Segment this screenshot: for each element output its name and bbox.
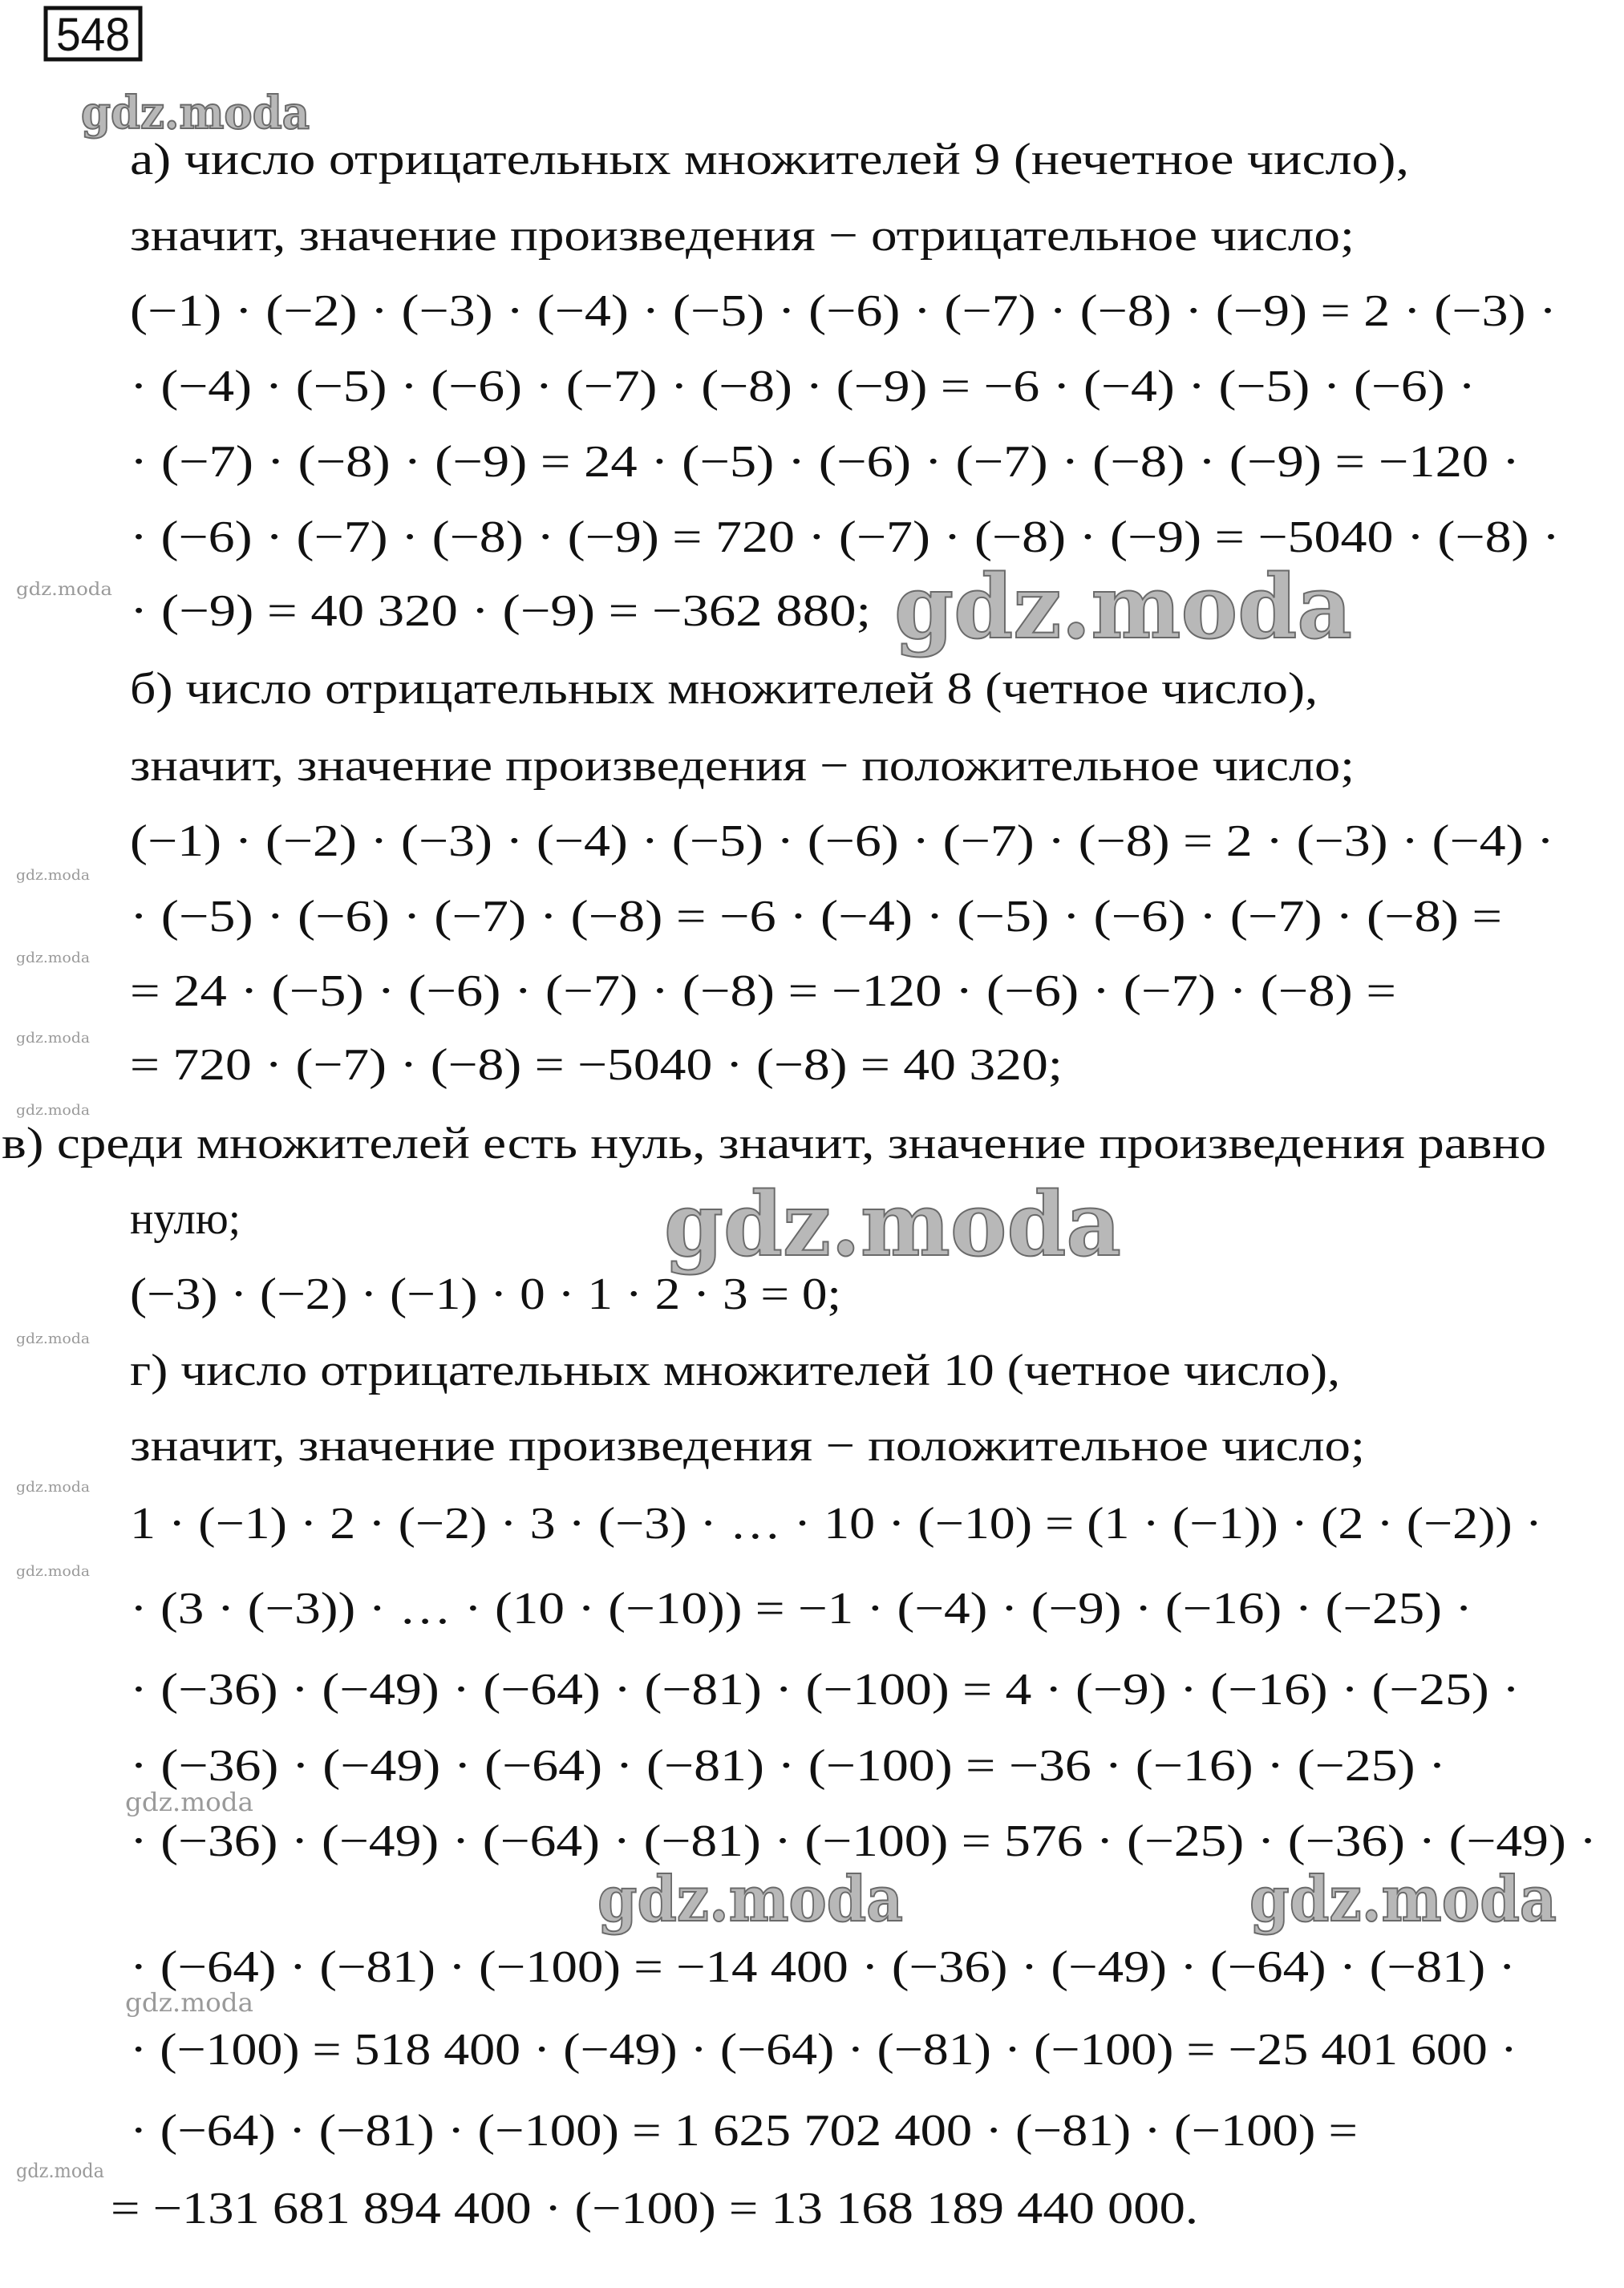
solution-line: значит, значение произведения − положительное число; xyxy=(130,741,1355,791)
problem-number: 548 xyxy=(56,9,130,61)
solution-line: (−1) · (−2) · (−3) · (−4) · (−5) · (−6) · (−7) · (−8) = 2 · (−3) · (−4) · xyxy=(130,816,1554,866)
watermark: gdz.moda xyxy=(16,1102,91,1119)
watermark: gdz.moda xyxy=(597,1863,903,1936)
solution-line: · (−36) · (−49) · (−64) · (−81) · (−100) = 576 · (−25) · (−36) · (−49) · xyxy=(130,1816,1598,1866)
solution-line: б) число отрицательных множителей 8 (четное число), xyxy=(130,664,1318,714)
watermark: gdz.moda xyxy=(16,1330,91,1347)
solution-line: · (−36) · (−49) · (−64) · (−81) · (−100) = −36 · (−16) · (−25) · xyxy=(130,1741,1446,1791)
solution-line: · (3 · (−3)) · … · (10 · (−10)) = −1 · (−4) · (−9) · (−16) · (−25) · xyxy=(130,1584,1472,1634)
watermark: gdz.moda xyxy=(125,1787,253,1817)
watermark: gdz.moda xyxy=(16,2160,104,2182)
watermark: gdz.moda xyxy=(81,87,310,140)
solution-line: · (−64) · (−81) · (−100) = −14 400 · (−36) · (−49) · (−64) · (−81) · xyxy=(130,1942,1516,1992)
watermark: gdz.moda xyxy=(894,555,1352,658)
solution-line: · (−7) · (−8) · (−9) = 24 · (−5) · (−6) · (−7) · (−8) · (−9) = −120 · xyxy=(130,437,1521,487)
solution-line: (−3) · (−2) · (−1) · 0 · 1 · 2 · 3 = 0; xyxy=(130,1270,841,1319)
solution-line: значит, значение произведения − положительное число; xyxy=(130,1421,1365,1471)
solution-line: · (−9) = 40 320 · (−9) = −362 880; xyxy=(130,586,871,636)
solution-line: = −131 681 894 400 · (−100) = 13 168 189 440 000. xyxy=(111,2184,1198,2233)
watermark: gdz.moda xyxy=(16,1479,91,1496)
solution-line: = 24 · (−5) · (−6) · (−7) · (−8) = −120 · (−6) · (−7) · (−8) = xyxy=(130,966,1396,1016)
solution-line: · (−36) · (−49) · (−64) · (−81) · (−100) = 4 · (−9) · (−16) · (−25) · xyxy=(130,1665,1520,1715)
watermark: gdz.moda xyxy=(664,1172,1121,1276)
solution-line: нулю; xyxy=(130,1194,241,1244)
solution-line: г) число отрицательных множителей 10 (четное число), xyxy=(130,1346,1340,1395)
watermark: gdz.moda xyxy=(16,1030,91,1047)
watermark: gdz.moda xyxy=(16,867,91,884)
solution-line: а) число отрицательных множителей 9 (нечетное число), xyxy=(130,135,1409,184)
watermark: gdz.moda xyxy=(1249,1863,1557,1936)
watermark: gdz.moda xyxy=(16,950,91,966)
watermark: gdz.moda xyxy=(16,1563,91,1580)
solution-line: · (−6) · (−7) · (−8) · (−9) = 720 · (−7) · (−8) · (−9) = −5040 · (−8) · xyxy=(130,512,1560,562)
solution-line: в) среди множителей есть нуль, значит, значение произведения равно xyxy=(2,1119,1546,1168)
solution-line: (−1) · (−2) · (−3) · (−4) · (−5) · (−6) · (−7) · (−8) · (−9) = 2 · (−3) · xyxy=(130,286,1557,336)
solution-line: = 720 · (−7) · (−8) = −5040 · (−8) = 40 320; xyxy=(130,1040,1063,1090)
watermark: gdz.moda xyxy=(125,1987,253,2018)
solution-line: · (−4) · (−5) · (−6) · (−7) · (−8) · (−9) = −6 · (−4) · (−5) · (−6) · xyxy=(130,362,1476,411)
solution-line: · (−5) · (−6) · (−7) · (−8) = −6 · (−4) · (−5) · (−6) · (−7) · (−8) = xyxy=(130,892,1502,942)
solution-line: · (−100) = 518 400 · (−49) · (−64) · (−81) · (−100) = −25 401 600 · xyxy=(130,2025,1517,2075)
solution-line: 1 · (−1) · 2 · (−2) · 3 · (−3) · … · 10 · (−10) = (1 · (−1)) · (2 · (−2)) · xyxy=(130,1499,1542,1549)
solution-line: · (−64) · (−81) · (−100) = 1 625 702 400 · (−81) · (−100) = xyxy=(130,2106,1358,2156)
solution-line: значит, значение произведения − отрицательное число; xyxy=(130,211,1355,261)
watermark: gdz.moda xyxy=(16,580,112,600)
